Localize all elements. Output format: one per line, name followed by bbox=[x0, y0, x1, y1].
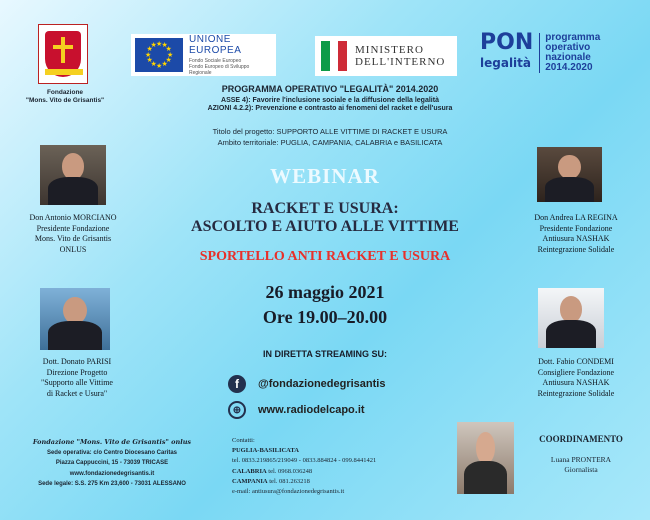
facebook-icon: f bbox=[228, 375, 246, 393]
webinar-heading: WEBINAR bbox=[270, 164, 380, 188]
speaker-photo-parisi bbox=[40, 288, 110, 350]
programma-azioni: AZIONI 4.2.2): Prevenzione e contrasto ai fenomeni del racket e dell'usura bbox=[207, 105, 453, 112]
eu-flag-icon bbox=[135, 38, 183, 72]
contatti-email[interactable]: e-mail: antiusura@fondazionedegrisantis.it bbox=[232, 488, 345, 496]
speaker-photo-laregina bbox=[537, 147, 602, 202]
facebook-handle[interactable]: @fondazionedegrisantis bbox=[258, 378, 386, 390]
coordinamento-heading: COORDINAMENTO bbox=[539, 434, 623, 444]
fondazione-info-heading: Fondazione "Mons. Vito de Grisantis" onlus bbox=[32, 438, 192, 446]
coordinamento-role: Giornalista bbox=[564, 465, 598, 474]
speaker-morciano bbox=[8, 213, 138, 255]
event-time: Ore 19.00–20.00 bbox=[262, 307, 388, 327]
event-title-line1: RACKET E USURA: bbox=[251, 200, 399, 217]
contatti-campania-label: CAMPANIA bbox=[232, 477, 268, 485]
fondazione-caption-line1: Fondazione bbox=[46, 89, 84, 96]
contatti-campania-tel: tel. 081.263218 bbox=[269, 477, 310, 485]
speaker-role: ONLUS bbox=[59, 244, 87, 254]
speaker-parisi bbox=[8, 357, 146, 399]
pon-mark: PON bbox=[480, 30, 534, 55]
indirizzo: Piazza Cappuccini, 15 - 73039 TRICASE bbox=[55, 460, 169, 466]
programma-ambito: Ambito territoriale: PUGLIA, CAMPANIA, CALABRIA e BASILICATA bbox=[217, 138, 443, 147]
pon-right-2: operativo bbox=[545, 42, 591, 53]
speaker-role: Reintegrazione Solidale bbox=[537, 244, 615, 254]
speaker-role: Mons. Vito de Grisantis bbox=[34, 234, 112, 243]
speaker-role: Antiusura NASHAK bbox=[542, 234, 610, 243]
coordinatrice-photo bbox=[457, 422, 514, 494]
website-row[interactable] bbox=[228, 401, 478, 419]
eu-sub2: Fondo Europeo di Sviluppo Regionale bbox=[189, 64, 250, 76]
italy-flag-icon bbox=[321, 41, 347, 71]
eu-star-icon: ★ bbox=[156, 62, 163, 70]
fondazione-caption-line2: "Mons. Vito de Grisantis" bbox=[25, 97, 105, 104]
contatti-puglia-label: PUGLIA-BASILICATA bbox=[232, 447, 299, 455]
pon-sub: legalità bbox=[480, 56, 531, 70]
eu-title: UNIONE EUROPEA bbox=[189, 34, 242, 56]
coordinamento-name: Luana PRONTERA bbox=[550, 455, 612, 464]
speaker-name: Don Andrea LA REGINA bbox=[534, 213, 618, 222]
eu-star-icon: ★ bbox=[165, 57, 172, 64]
eu-star-icon: ★ bbox=[167, 51, 174, 59]
contatti-calabria-tel: tel. 0968.036248 bbox=[268, 467, 313, 475]
eu-sub1: Fondo Sociale Europeo bbox=[189, 58, 242, 64]
website-link[interactable]: www.radiodelcapo.it bbox=[258, 404, 365, 416]
speaker-role: Presidente Fondazione bbox=[36, 223, 110, 233]
sportello-heading: SPORTELLO ANTI RACKET E USURA bbox=[199, 249, 451, 264]
pon-right-3: nazionale bbox=[545, 52, 591, 63]
eu-star-icon: ★ bbox=[150, 41, 157, 49]
fondazione-info bbox=[12, 437, 212, 490]
speaker-role: Direzione Progetto bbox=[46, 367, 108, 377]
coordinamento-person bbox=[521, 455, 641, 475]
speaker-role: Reintegrazione Solidale bbox=[537, 388, 615, 398]
speaker-name: Dott. Fabio CONDEMI bbox=[538, 357, 614, 366]
fondazione-ribbon-icon bbox=[45, 69, 83, 75]
speaker-photo-condemi bbox=[538, 288, 604, 348]
ministero-logo bbox=[315, 36, 457, 76]
eu-star-icon: ★ bbox=[150, 61, 157, 69]
eu-star-icon: ★ bbox=[161, 41, 168, 49]
sede-operativa: Sede operativa: c/o Centro Diocesano Caritas bbox=[46, 449, 178, 456]
eu-star-icon: ★ bbox=[146, 57, 153, 64]
pon-legalita-logo bbox=[480, 32, 620, 74]
fondazione-caption bbox=[10, 89, 120, 105]
eu-star-icon: ★ bbox=[145, 51, 152, 59]
pon-right-1: programma bbox=[545, 32, 601, 43]
contatti-puglia-tel: tel. 0833.219865/219049 - 0833.884824 - 099.8441421 bbox=[232, 457, 377, 465]
speaker-name: Dott. Donato PARISI bbox=[42, 357, 112, 366]
event-title-line2: ASCOLTO E AIUTO ALLE VITTIME bbox=[191, 218, 459, 235]
programma-asse: ASSE 4): Favorire l'inclusione sociale e la diffusione della legalità bbox=[221, 97, 439, 104]
speaker-laregina bbox=[512, 213, 640, 255]
eu-logo bbox=[131, 34, 276, 76]
speaker-role: Antiusura NASHAK bbox=[542, 378, 610, 387]
programma-titolo: Titolo del progetto: SUPPORTO ALLE VITTIME DI RACKET E USURA bbox=[212, 127, 448, 136]
speaker-name: Don Antonio MORCIANO bbox=[29, 213, 117, 222]
contatti-block bbox=[232, 436, 452, 497]
contatti-heading: Contatti: bbox=[232, 437, 255, 444]
eu-star-icon: ★ bbox=[161, 61, 168, 69]
facebook-row[interactable] bbox=[228, 375, 478, 393]
event-date: 26 maggio 2021 bbox=[265, 282, 385, 302]
speaker-condemi bbox=[508, 357, 644, 399]
contatti-calabria-label: CALABRIA bbox=[232, 467, 267, 475]
eu-star-icon: ★ bbox=[165, 46, 172, 53]
speaker-role: "Supporto alle Vittime bbox=[41, 378, 113, 387]
eu-star-icon: ★ bbox=[156, 40, 163, 48]
streaming-label: IN DIRETTA STREAMING SU: bbox=[263, 349, 387, 359]
sede-legale: Sede legale: S.S. 275 Km 23,600 - 73031 ALESSANO bbox=[38, 481, 186, 487]
ministero-line1: MINISTERO bbox=[355, 44, 424, 56]
speaker-role: Presidente Fondazione bbox=[539, 223, 613, 233]
eu-star-icon: ★ bbox=[146, 46, 153, 53]
ministero-line2: DELL'INTERNO bbox=[355, 56, 446, 68]
programma-title: PROGRAMMA OPERATIVO "LEGALITÀ" 2014.2020 bbox=[221, 84, 439, 94]
speaker-role: Consigliere Fondazione bbox=[537, 367, 615, 377]
fondazione-web[interactable]: www.fondazionedegrisantis.it bbox=[69, 470, 155, 477]
globe-icon: ⊕ bbox=[228, 401, 246, 419]
fondazione-logo bbox=[38, 24, 88, 84]
speaker-role: di Racket e Usura" bbox=[46, 388, 108, 398]
pon-right-4: 2014.2020 bbox=[545, 62, 593, 73]
speaker-photo-morciano bbox=[40, 145, 106, 205]
